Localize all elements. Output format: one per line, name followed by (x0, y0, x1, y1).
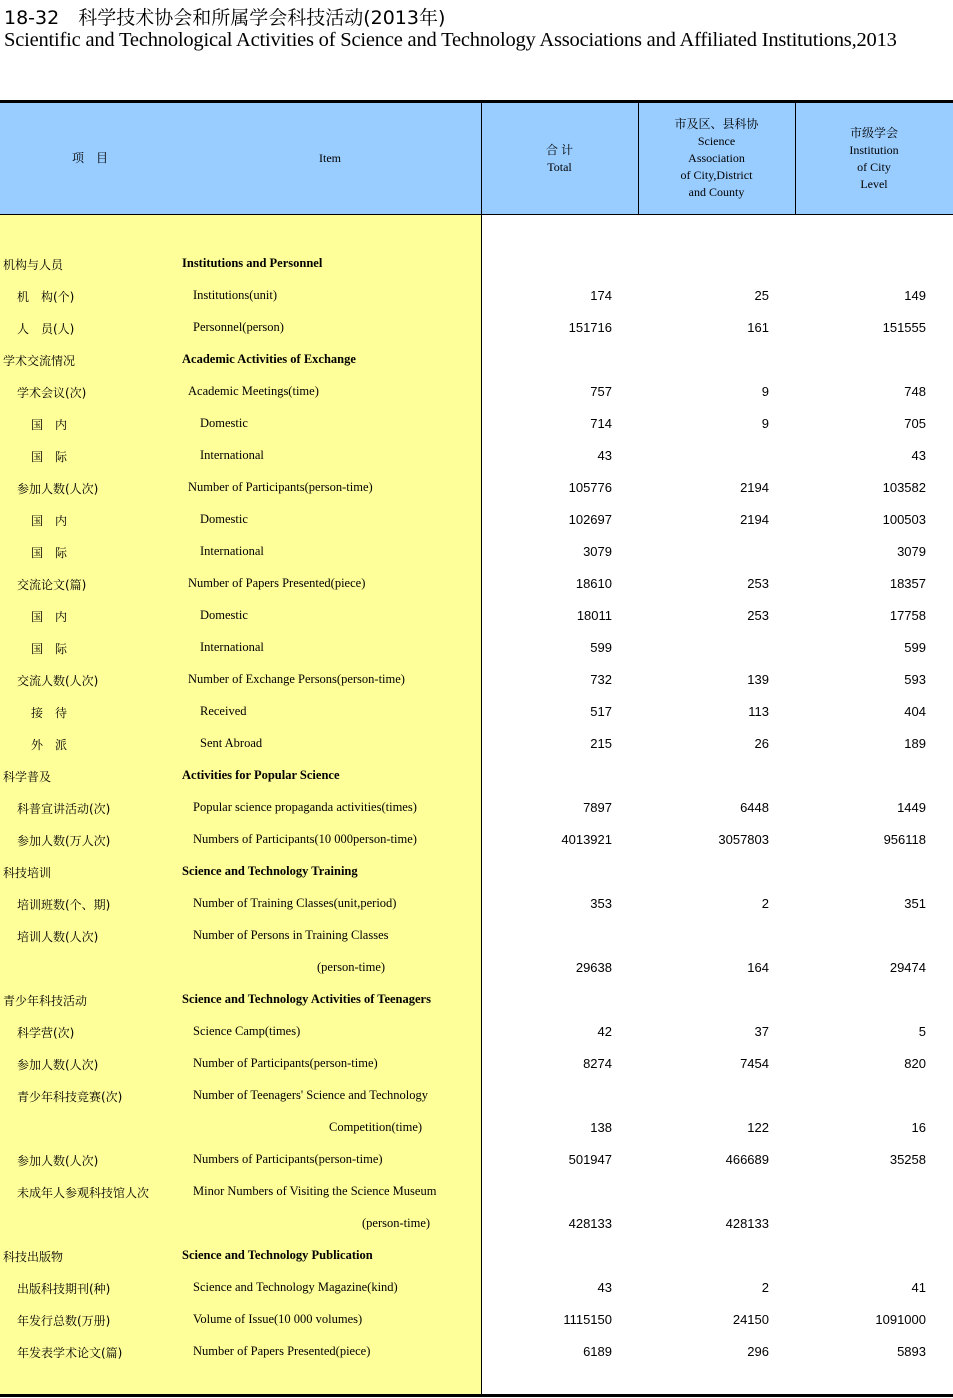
cell-institution: 100503 (882, 512, 926, 527)
cell-total: 43 (597, 1280, 612, 1295)
cell-institution: 41 (911, 1280, 926, 1295)
cell-institution: 748 (904, 384, 926, 399)
cell-district: 296 (747, 1344, 769, 1359)
table-row (0, 888, 953, 920)
header-total (481, 103, 638, 214)
row-label-en: Received (200, 704, 247, 718)
table-row (0, 1080, 953, 1112)
cell-institution: 593 (904, 672, 926, 687)
row-label-en: Sent Abroad (200, 736, 263, 750)
row-label-cn: 科技培训 (3, 866, 52, 880)
row-label-cn: 培训班数(个、期) (17, 898, 111, 912)
cell-district: 25 (754, 288, 769, 303)
row-label-en: Number of Participants(person-time) (193, 1056, 378, 1070)
row-label-cn: 外 派 (31, 738, 68, 752)
cell-district: 161 (747, 320, 769, 335)
cell-institution: 820 (904, 1056, 926, 1071)
table-row (0, 760, 953, 792)
cell-institution: 5 (918, 1024, 926, 1039)
cell-total: 151716 (568, 320, 612, 335)
cell-total: 501947 (568, 1152, 612, 1167)
cell-institution: 35258 (889, 1152, 926, 1167)
header-district-en1: Science (697, 134, 736, 148)
row-label-cn: 青少年科技竞赛(次) (17, 1090, 123, 1104)
row-label-cn: 交流论文(篇) (17, 578, 87, 592)
header-item-cn-text: 项 目 (71, 151, 108, 165)
row-label-en: Activities for Popular Science (182, 768, 340, 782)
row-label-en: Science and Technology Activities of Teenagers (182, 992, 431, 1006)
row-label-en: (person-time) (362, 1216, 431, 1230)
divider (638, 103, 639, 214)
cell-district: 428133 (725, 1216, 769, 1231)
row-label-en: Institutions(unit) (193, 288, 278, 302)
row-label-en: Number of Exchange Persons(person-time) (188, 672, 405, 686)
table-row (0, 536, 953, 568)
row-label-en: International (200, 448, 264, 462)
row-label-en: International (200, 544, 264, 558)
cell-district: 122 (747, 1120, 769, 1135)
row-label-cn: 机 构(个) (17, 290, 75, 304)
cell-institution: 103582 (882, 480, 926, 495)
table-title-cn: 18-32 科学技术协会和所属学会科技活动(2013年) (4, 7, 446, 29)
table-row (0, 696, 953, 728)
row-label-en: Number of Training Classes(unit,period) (193, 896, 397, 910)
cell-district: 6448 (740, 800, 769, 815)
cell-total: 517 (590, 704, 612, 719)
cell-total: 353 (590, 896, 612, 911)
cell-total: 732 (590, 672, 612, 687)
row-label-en: Number of Teenagers' Science and Technology (193, 1088, 429, 1102)
row-label-en: Numbers of Participants(10 000person-time) (193, 832, 417, 846)
cell-district: 2 (761, 896, 769, 911)
table-row (0, 1176, 953, 1208)
cell-total: 174 (590, 288, 612, 303)
cell-total: 29638 (575, 960, 612, 975)
data-table (0, 100, 953, 1397)
cell-district: 2 (761, 1280, 769, 1295)
cell-total: 4013921 (561, 832, 612, 847)
cell-total: 18011 (576, 608, 612, 623)
cell-total: 757 (590, 384, 612, 399)
row-label-cn: 学术交流情况 (3, 354, 76, 368)
cell-institution: 43 (911, 448, 926, 463)
table-row (0, 1048, 953, 1080)
table-row (0, 472, 953, 504)
header-district-en4: and County (688, 185, 745, 199)
cell-district: 2194 (740, 480, 769, 495)
row-label-en: Personnel(person) (193, 320, 284, 334)
row-label-en: Domestic (200, 416, 248, 430)
row-label-cn: 国 际 (31, 546, 68, 560)
cell-total: 42 (597, 1024, 612, 1039)
row-label-cn: 国 内 (31, 418, 68, 432)
cell-total: 138 (590, 1120, 612, 1135)
row-label-en: Number of Participants(person-time) (188, 480, 373, 494)
cell-district: 139 (747, 672, 769, 687)
row-label-cn: 年发行总数(万册) (17, 1314, 111, 1328)
row-label-cn: 国 内 (31, 610, 68, 624)
row-label-cn: 科普宣讲活动(次) (17, 802, 111, 816)
row-label-en: Competition(time) (329, 1120, 423, 1134)
cell-total: 6189 (583, 1344, 612, 1359)
row-label-cn: 出版科技期刊(种) (17, 1282, 111, 1296)
table-row (0, 568, 953, 600)
row-label-cn: 接 待 (31, 706, 68, 720)
cell-total: 714 (590, 416, 612, 431)
cell-total: 8274 (583, 1056, 612, 1071)
table-row (0, 1304, 953, 1336)
cell-total: 215 (590, 736, 612, 751)
table-row (0, 376, 953, 408)
table-row (0, 1272, 953, 1304)
table-row (0, 1240, 953, 1272)
table-row (0, 344, 953, 376)
cell-district: 3057803 (718, 832, 769, 847)
row-label-en: Number of Papers Presented(piece) (188, 576, 366, 590)
row-label-cn: 科学普及 (3, 770, 52, 784)
table-row (0, 664, 953, 696)
header-inst-en3: Level (860, 176, 888, 191)
table-row (0, 984, 953, 1016)
cell-district: 466689 (725, 1152, 769, 1167)
table-row (0, 600, 953, 632)
row-label-en: Popular science propaganda activities(times) (193, 800, 417, 814)
cell-institution: 18357 (889, 576, 926, 591)
cell-total: 7897 (583, 800, 612, 815)
table-row (0, 728, 953, 760)
table-row (0, 440, 953, 472)
row-label-cn: 国 际 (31, 450, 68, 464)
table-body (0, 248, 953, 1368)
row-label-en: Science Camp(times) (193, 1024, 301, 1038)
row-label-en: Volume of Issue(10 000 volumes) (193, 1312, 363, 1326)
table-row (0, 792, 953, 824)
row-label-cn: 参加人数(人次) (17, 1154, 99, 1168)
cell-total: 18610 (575, 576, 612, 591)
divider (795, 103, 796, 214)
row-label-cn: 参加人数(人次) (17, 1058, 99, 1072)
header-total-cn: 合 计 (545, 142, 573, 157)
cell-institution: 3079 (897, 544, 926, 559)
cell-district: 9 (761, 416, 769, 431)
cell-institution: 5893 (897, 1344, 926, 1359)
table-row (0, 504, 953, 536)
row-label-en: Number of Persons in Training Classes (193, 928, 389, 942)
row-label-en: Science and Technology Magazine(kind) (193, 1280, 398, 1294)
cell-district: 253 (747, 608, 769, 623)
cell-institution: 1449 (897, 800, 926, 815)
table-row (0, 408, 953, 440)
row-label-cn: 培训人数(人次) (17, 930, 99, 944)
table-row (0, 1144, 953, 1176)
cell-institution: 1091000 (875, 1312, 926, 1327)
row-label-cn: 机构与人员 (3, 258, 64, 272)
cell-total: 1115150 (563, 1312, 612, 1327)
row-label-en: Domestic (200, 512, 248, 526)
row-label-en: Institutions and Personnel (182, 256, 323, 270)
table-header (0, 103, 953, 215)
table-row (0, 1336, 953, 1368)
cell-district: 2194 (740, 512, 769, 527)
cell-district: 26 (754, 736, 769, 751)
cell-total: 43 (597, 448, 612, 463)
header-inst-en2: of City (857, 159, 891, 174)
header-total-en: Total (547, 159, 572, 174)
header-district-en3: of City,District (680, 168, 753, 182)
cell-total: 102697 (568, 512, 612, 527)
cell-total: 428133 (568, 1216, 612, 1231)
cell-institution: 149 (904, 288, 926, 303)
row-label-cn: 未成年人参观科技馆人次 (17, 1186, 150, 1200)
cell-institution: 404 (904, 704, 926, 719)
row-label-cn: 科学营(次) (17, 1026, 75, 1040)
table-row (0, 632, 953, 664)
row-label-cn: 交流人数(人次) (17, 674, 99, 688)
table-row (0, 824, 953, 856)
cell-institution: 16 (911, 1120, 926, 1135)
row-label-cn: 青少年科技活动 (3, 994, 88, 1008)
table-row (0, 1112, 953, 1144)
row-label-en: Academic Meetings(time) (188, 384, 319, 398)
row-label-en: Science and Technology Publication (182, 1248, 373, 1262)
cell-district: 9 (761, 384, 769, 399)
row-label-en: Academic Activities of Exchange (182, 352, 356, 366)
cell-total: 3079 (583, 544, 612, 559)
header-item-en-text: Item (319, 151, 341, 165)
cell-district: 37 (754, 1024, 769, 1039)
cell-institution: 29474 (889, 960, 926, 975)
cell-district: 164 (747, 960, 769, 975)
row-label-cn: 参加人数(人次) (17, 482, 99, 496)
cell-institution: 599 (904, 640, 926, 655)
cell-district: 253 (747, 576, 769, 591)
cell-institution: 17758 (889, 608, 926, 623)
header-item-en (290, 103, 370, 214)
table-row (0, 856, 953, 888)
cell-total: 599 (590, 640, 612, 655)
cell-institution: 351 (904, 896, 926, 911)
table-row (0, 952, 953, 984)
row-label-cn: 参加人数(万人次) (17, 834, 111, 848)
row-label-en: Minor Numbers of Visiting the Science Museum (193, 1184, 437, 1198)
row-label-en: Science and Technology Training (182, 864, 358, 878)
row-label-en: (person-time) (317, 960, 386, 974)
row-label-en: Numbers of Participants(person-time) (193, 1152, 383, 1166)
row-label-cn: 国 内 (31, 514, 68, 528)
row-label-en: International (200, 640, 264, 654)
table-row (0, 1208, 953, 1240)
table-row (0, 248, 953, 280)
row-label-en: Number of Papers Presented(piece) (193, 1344, 371, 1358)
header-item-cn (60, 103, 120, 214)
cell-district: 24150 (732, 1312, 769, 1327)
header-institution (795, 103, 953, 214)
table-row (0, 280, 953, 312)
cell-total: 105776 (568, 480, 612, 495)
table-row (0, 312, 953, 344)
header-inst-cn: 市级学会 (849, 125, 898, 140)
table-row (0, 920, 953, 952)
cell-district: 113 (748, 704, 769, 719)
cell-institution: 705 (904, 416, 926, 431)
row-label-en: Domestic (200, 608, 248, 622)
cell-institution: 151555 (882, 320, 926, 335)
header-district (638, 103, 795, 214)
table-title-en: Scientific and Technological Activities of Science and Technology Associations and Affiliated Institutions,2013 (4, 29, 897, 51)
cell-district: 7454 (740, 1056, 769, 1071)
cell-institution: 956118 (883, 832, 926, 847)
header-district-en2: Association (688, 151, 745, 165)
table-row (0, 1016, 953, 1048)
row-label-cn: 学术会议(次) (17, 386, 87, 400)
header-inst-en1: Institution (849, 142, 899, 157)
row-label-cn: 人 员(人) (17, 322, 75, 336)
header-district-cn: 市及区、县科协 (674, 117, 759, 131)
row-label-cn: 国 际 (31, 642, 68, 656)
row-label-cn: 年发表学术论文(篇) (17, 1346, 123, 1360)
cell-institution: 189 (904, 736, 926, 751)
row-label-cn: 科技出版物 (3, 1250, 64, 1264)
